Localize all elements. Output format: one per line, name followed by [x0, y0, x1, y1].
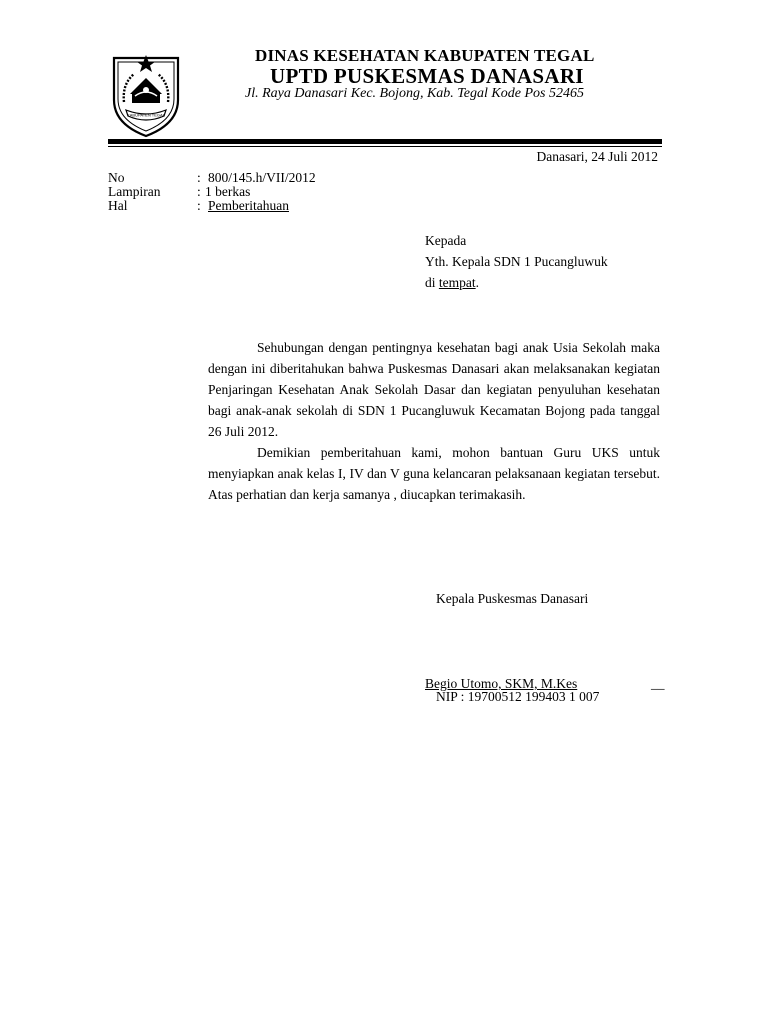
letterhead-divider-thin	[108, 146, 662, 147]
letterhead-divider-thick	[108, 139, 662, 144]
recipient-place	[425, 275, 479, 291]
meta-colon: :	[197, 170, 201, 185]
signatory-name: Begio Utomo, SKM, M.Kes	[425, 676, 578, 691]
letter-date: Danasari, 24 Juli 2012	[536, 149, 658, 164]
meta-colon: :	[197, 184, 201, 199]
regency-coat-of-arms-logo	[108, 52, 184, 138]
meta-value-hal: Pemberitahuan	[208, 198, 289, 213]
meta-colon: :	[197, 198, 201, 213]
body-paragraph-1: Sehubungan dengan pentingnya kesehatan bagi anak Usia Sekolah maka dengan ini diberitahukan bahwa Puskesmas Danasari akan melaksanakan kegiatan Penjaringan Kesehatan Anak Sekolah Dasar dan kegiatan penyuluhan kesehatan bagi anak-anak sekolah di SDN 1 Pucangluwuk Kecamatan Bojong pada tanggal 26 Juli 2012.	[208, 340, 660, 439]
meta-label-lampiran: Lampiran	[108, 184, 161, 199]
recipient-name: Yth. Kepala SDN 1 Pucangluwuk	[425, 254, 608, 269]
meta-label-hal: Hal	[108, 198, 128, 213]
meta-label-no: No	[108, 170, 125, 185]
agency-name: DINAS KESEHATAN KABUPATEN TEGAL	[255, 46, 595, 65]
body-paragraph-2: Demikian pemberitahuan kami, mohon bantuan Guru UKS untuk menyiapkan anak kelas I, IV dan V guna kelancaran pelaksanaan kegiatan tersebut. Atas perhatian dan kerja samanya , diucapkan terimakasih.	[208, 445, 660, 502]
meta-value-lampiran: 1 berkas	[205, 184, 251, 199]
signature-trailing-line: __	[651, 676, 665, 691]
office-name: UPTD PUSKESMAS DANASARI	[270, 64, 584, 88]
svg-text:KABUPATEN TEGAL: KABUPATEN TEGAL	[127, 112, 165, 118]
recipient-place-suffix: .	[475, 275, 480, 290]
signatory-nip: NIP : 19700512 199403 1 007	[436, 689, 600, 704]
recipient-kepada: Kepada	[425, 233, 467, 248]
recipient-place-word: tempat	[438, 275, 476, 290]
recipient-place-prefix: di	[425, 275, 436, 290]
meta-value-no: 800/145.h/VII/2012	[208, 170, 316, 185]
signatory-title: Kepala Puskesmas Danasari	[436, 591, 589, 606]
office-address: Jl. Raya Danasari Kec. Bojong, Kab. Tegal Kode Pos 52465	[245, 86, 584, 101]
